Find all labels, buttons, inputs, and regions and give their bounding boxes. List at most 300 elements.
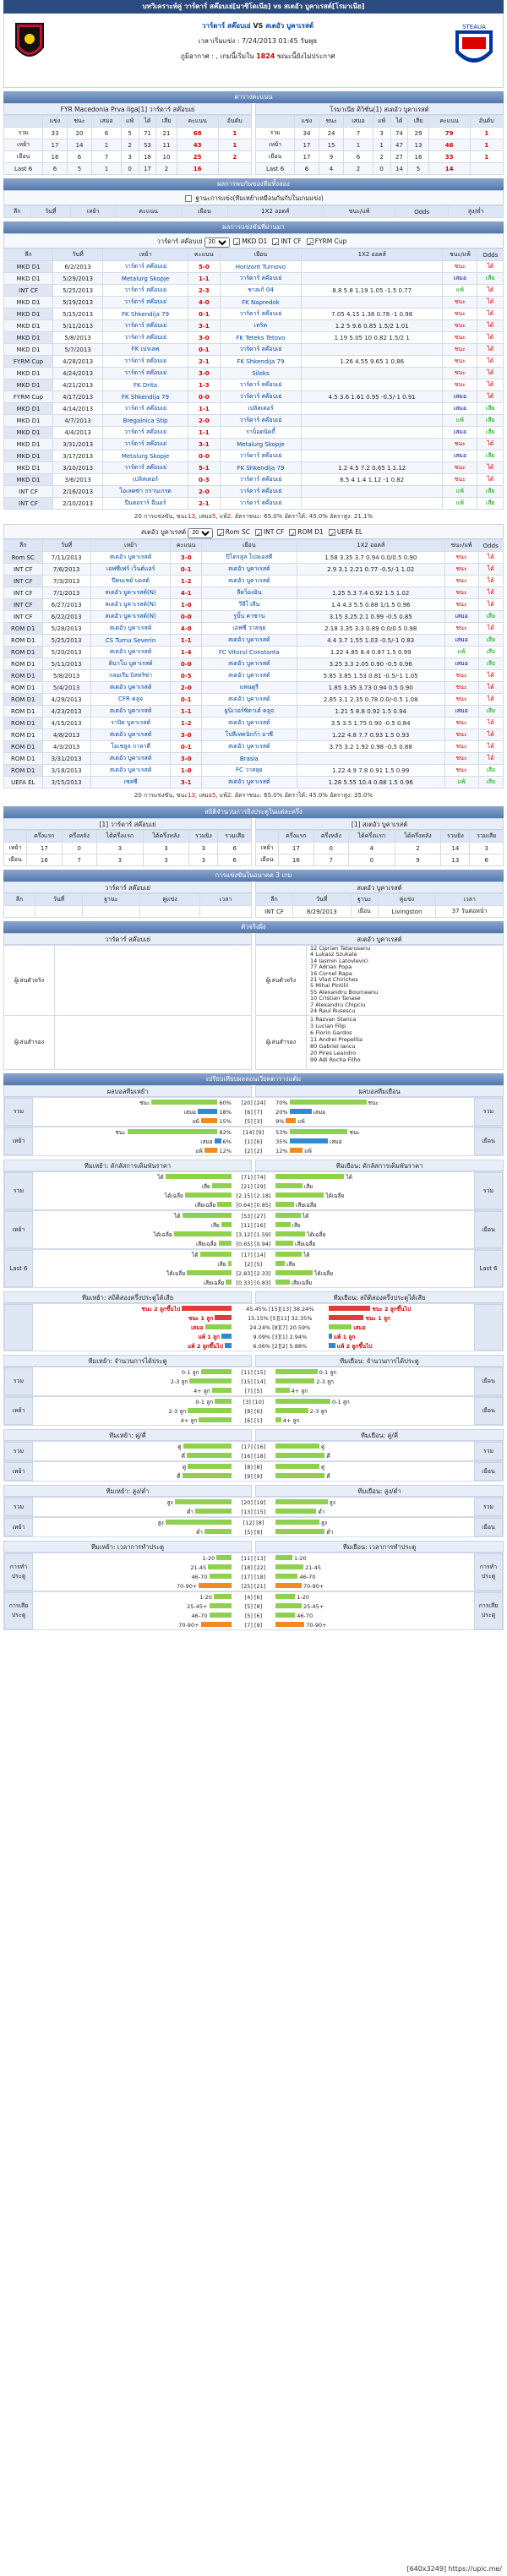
standings-cell: รวม [4, 128, 43, 139]
stat-label: เสียเฉลี่ย [294, 1201, 317, 1209]
home-team-cell[interactable]: FK Shkendija 79 [103, 391, 188, 403]
match-row [4, 729, 504, 741]
sub-player[interactable]: 80 Gabriel Iancu [310, 1043, 356, 1050]
away-team-name[interactable]: สเตอัว บูคาเรสต์ [265, 22, 314, 30]
values [232, 1324, 329, 1331]
score-cell[interactable]: 3-0 [188, 368, 220, 379]
stat-values: [9] [9] [244, 1472, 263, 1480]
home-team-cell[interactable]: วาร์ดาร์ สค๊อบเย่ [103, 403, 188, 415]
checkbox[interactable] [233, 238, 240, 245]
league-cell[interactable]: MKD D1 [4, 462, 53, 474]
bar-rows [33, 1304, 474, 1351]
league-cell[interactable]: ROM D1 [4, 706, 43, 718]
away-team-cell[interactable]: วาร์ดาร์ สค๊อบเย่ [220, 344, 302, 356]
stat-row [33, 1250, 474, 1259]
league-cell[interactable]: MKD D1 [4, 450, 53, 462]
away-filter-rom-d1[interactable] [287, 528, 324, 536]
standings-row [4, 128, 252, 139]
score-cell[interactable]: 1-0 [171, 599, 201, 611]
odds-cell [302, 486, 443, 498]
score-cell[interactable]: 2-0 [188, 486, 220, 498]
goal-stats-cell: 3 [189, 854, 218, 866]
away-filter-int-cf[interactable] [254, 528, 284, 536]
score-cell[interactable]: 1-0 [171, 765, 201, 777]
home-filter-mkd-d1[interactable] [232, 237, 267, 245]
away-team-cell[interactable]: FC วาสลุย [201, 765, 297, 777]
goal-stats-row [256, 843, 504, 854]
home-team-cell[interactable]: FK เปรเลพ [103, 344, 188, 356]
league-cell[interactable]: MKD D1 [4, 439, 53, 450]
home-team-cell[interactable]: สเตอัว บูคาเรสต์ [90, 623, 171, 635]
away-filter-rom-sc[interactable] [215, 528, 250, 536]
starter-player[interactable]: 5 Mihai Pintilii [310, 982, 349, 990]
home-bar [210, 1603, 232, 1608]
league-cell[interactable]: MKD D1 [4, 320, 53, 332]
score-cell[interactable]: 4-0 [171, 623, 201, 635]
league-cell[interactable]: Rom SC [4, 552, 43, 564]
away-team-cell[interactable]: FC Vitorul Constanta [201, 647, 297, 658]
league-cell[interactable]: INT CF [4, 599, 43, 611]
score-cell[interactable]: 3-0 [188, 332, 220, 344]
result-cell: ชนะ [443, 332, 477, 344]
league-cell[interactable]: FYRM Cup [4, 391, 53, 403]
starter-player[interactable]: 21 Vlad Chiriches [310, 976, 358, 984]
result-cell: แพ้ [444, 777, 478, 789]
standings-cell: 15 [319, 139, 344, 151]
stat-row [33, 1259, 474, 1269]
home-team-cell[interactable]: สเตอัว บูคาเรสต์(N) [90, 587, 171, 599]
league-cell[interactable]: ROM D1 [4, 658, 43, 670]
left-bar-area [33, 1368, 232, 1377]
away-team-cell[interactable]: สเตอัว บูคาเรสต์ [201, 576, 297, 587]
away-team-cell[interactable]: เทริค [220, 320, 302, 332]
side-label-left: รวม [4, 1367, 33, 1395]
score-cell[interactable]: 0-3 [188, 474, 220, 486]
away-team-cell[interactable]: FK Shkendija 79 [220, 356, 302, 368]
score-cell[interactable]: 1-1 [188, 427, 220, 439]
league-cell[interactable]: INT CF [4, 611, 43, 623]
score-cell[interactable]: 0-0 [171, 658, 201, 670]
league-cell[interactable]: MKD D1 [4, 273, 53, 285]
score-cell[interactable]: 3-1 [188, 439, 220, 450]
stat-row [33, 1269, 474, 1278]
league-cell[interactable]: INT CF [4, 576, 43, 587]
away-team-cell[interactable]: FK Shkendija 79 [220, 462, 302, 474]
starter-player[interactable]: 16 Cornel Rapa [310, 969, 352, 977]
home-team-cell[interactable]: สเตอัว บูคาเรสต์(N) [90, 611, 171, 623]
home-bar [221, 1222, 232, 1227]
score-cell[interactable]: 0-1 [171, 564, 201, 576]
league-cell[interactable]: MKD D1 [4, 368, 53, 379]
home-team-cell[interactable]: วาร์ดาร์ สค๊อบเย่ [103, 356, 188, 368]
away-team-cell[interactable]: สเตอัว บูคาเรสต์ [201, 670, 297, 682]
away-team-cell[interactable]: สเตอัว บูคาเรสต์ [201, 718, 297, 729]
away-team-cell[interactable]: วาร์ดาร์ สค๊อบเย่ [220, 450, 302, 462]
away-team-cell[interactable]: สเตอัว บูคาเรสต์ [201, 635, 297, 647]
stat-label: เสีย [302, 1182, 313, 1190]
home-team-cell[interactable]: สเตอัว บูคาเรสต์ [90, 682, 171, 694]
date-cell: 3/31/2013 [53, 439, 103, 450]
score-cell[interactable]: 4-1 [171, 587, 201, 599]
league-cell[interactable]: MKD D1 [4, 403, 53, 415]
away-team-cell[interactable]: ปีโตรลูล โปลเอสตี [201, 552, 297, 564]
home-team-cell[interactable]: วาร์ดาร์ สค๊อบเย่ [103, 297, 188, 308]
away-team-cell[interactable]: ลีดว็องอิน [201, 587, 297, 599]
left-bar-area [33, 1305, 232, 1313]
score-cell[interactable]: 3-0 [171, 753, 201, 765]
starter-player[interactable]: 14 Iasmin Latovlevici [310, 957, 368, 964]
away-team-cell[interactable]: เปลิสเตอร์ [220, 403, 302, 415]
home-bar [204, 1529, 232, 1534]
home-team-cell[interactable]: วาร์ดาร์ สค๊อบเย่ [103, 439, 188, 450]
league-cell[interactable]: INT CF [4, 486, 53, 498]
score-cell[interactable]: 3-1 [171, 777, 201, 789]
bar-group [3, 1249, 504, 1288]
away-team-cell[interactable]: Horizont Turnovo [220, 261, 302, 273]
home-team-cell[interactable]: FK Shkendija 79 [103, 308, 188, 320]
home-team-name[interactable]: วาร์ดาร์ สค๊อบเย่ [201, 22, 251, 30]
score-cell[interactable]: 1-1 [188, 273, 220, 285]
home-filter-int-cf[interactable] [270, 237, 301, 245]
league-cell[interactable]: ROM D1 [4, 623, 43, 635]
score-cell[interactable]: 5-0 [188, 261, 220, 273]
home-team-cell[interactable]: วาร์ดาร์ สค๊อบเย่ [103, 462, 188, 474]
away-team-cell[interactable]: สเตอัว บูคาเรสต์ [201, 658, 297, 670]
standings-row [4, 151, 252, 163]
sub-player[interactable]: 6 Florin Gardos [310, 1029, 352, 1036]
standings-cell: 33 [428, 151, 470, 163]
league-cell[interactable]: ROM D1 [4, 729, 43, 741]
away-team-cell[interactable]: วาร์ดาร์ สค๊อบเย่ [220, 474, 302, 486]
left-bar-area [33, 1240, 232, 1248]
starter-player[interactable]: 7 Alexandru Chipciu [310, 1001, 366, 1008]
score-cell[interactable]: 0-1 [188, 344, 220, 356]
date-cell: 3/31/2013 [42, 753, 90, 765]
stat-row [33, 1200, 474, 1209]
away-team-cell[interactable]: วาร์ดาร์ สค๊อบเย่ [220, 415, 302, 427]
values [232, 1213, 275, 1220]
league-cell[interactable]: INT CF [4, 285, 53, 297]
stat-label: 21-45 [303, 1564, 322, 1571]
score-cell[interactable]: 0-1 [171, 741, 201, 753]
sub-player[interactable]: 3 Lucian Filip [310, 1023, 346, 1029]
result-cell: ชนะ [444, 765, 478, 777]
match-row [4, 462, 504, 474]
column-header: วันที่ [293, 894, 352, 906]
standings-cell: Last 6 [4, 163, 43, 175]
away-bar [275, 1499, 328, 1504]
stat-row [33, 1416, 474, 1425]
score-cell[interactable]: 3-0 [171, 552, 201, 564]
score-cell[interactable]: 1-1 [171, 635, 201, 647]
home-team-cell[interactable]: โอเชลูล กาลาตี [90, 741, 171, 753]
checkbox[interactable] [255, 529, 262, 536]
standings-cell: 2 [218, 151, 251, 163]
starter-player[interactable]: 55 Alexandru Bourceanu [310, 988, 379, 996]
date-cell: 5/8/2013 [42, 670, 90, 682]
score-cell[interactable]: 1-4 [171, 647, 201, 658]
league-cell[interactable]: ROM D1 [4, 694, 43, 706]
home-team-cell[interactable]: Metalurg Skopje [103, 273, 188, 285]
stat-label: ชนะ 1 ลูก [188, 1314, 215, 1322]
side-label-left: รวม [4, 1098, 33, 1126]
score-cell[interactable]: 1-2 [171, 576, 201, 587]
handicap-cell: เสีย [477, 273, 504, 285]
score-cell[interactable]: 1-1 [171, 706, 201, 718]
away-team-cell[interactable]: รูบิ้น คาซาน [201, 611, 297, 623]
stat-row [33, 1442, 474, 1451]
home-team-cell[interactable]: สเตอัว บูคาเรสต์ [90, 765, 171, 777]
home-recent-count-select[interactable] [204, 237, 230, 248]
score-cell[interactable]: 1-3 [188, 379, 220, 391]
home-team-cell[interactable]: Bregalnica Stip [103, 415, 188, 427]
left-bar-area [33, 1251, 232, 1259]
away-team-cell[interactable]: สเตอัว บูคาเรสต์ [201, 741, 297, 753]
away-team-cell[interactable]: วีลีโวลีน [201, 599, 297, 611]
home-team-cell[interactable]: วาร์ดาร์ สค๊อบเย่ [103, 285, 188, 297]
home-team-cell[interactable]: วาร์ดาร์ สค๊อบเย่ [103, 427, 188, 439]
checkbox[interactable] [289, 529, 296, 536]
league-cell[interactable]: ROM D1 [4, 718, 43, 729]
sub-player[interactable]: 11 Andrei Prepelita [310, 1036, 363, 1043]
left-bar-area [33, 1182, 232, 1191]
home-team-cell[interactable]: เอฟซีเฟร์ เว็นต์แอร์ [90, 564, 171, 576]
league-cell[interactable]: MKD D1 [4, 427, 53, 439]
home-team-cell[interactable]: สเตอัว บูคาเรสต์ [90, 753, 171, 765]
values [232, 1473, 275, 1480]
home-team-cell[interactable]: วาร์ดาร์ สค๊อบเย่ [103, 332, 188, 344]
home-filter-fyrm-cup[interactable] [305, 237, 347, 245]
league-cell[interactable]: MKD D1 [4, 415, 53, 427]
future-title: การแข่งขันในอนาคต 3 เกม [3, 870, 504, 881]
score-cell[interactable]: 0-0 [188, 391, 220, 403]
league-cell[interactable]: MKD D1 [4, 332, 53, 344]
away-team-cell[interactable]: ยูนิเวอร์ซิตาเต้ คลูจ [201, 706, 297, 718]
league-cell[interactable]: INT CF [4, 498, 53, 510]
away-team-cell[interactable]: โปลีเทคนิกก้า อาซี [201, 729, 297, 741]
league-cell[interactable]: INT CF [4, 587, 43, 599]
values [232, 1555, 275, 1562]
odds-cell [302, 415, 443, 427]
home-bar [204, 1148, 218, 1153]
home-team-cell[interactable]: ปีนฮอราร์ ฉีนอร์ [103, 498, 188, 510]
away-pct: 20% [275, 1108, 290, 1116]
side-label-right: การทำประตู [474, 1553, 503, 1591]
filter-label: INT CF [263, 528, 285, 536]
starter-player[interactable]: 10 Cristian Tanase [310, 995, 361, 1002]
score-cell[interactable]: 0-1 [171, 694, 201, 706]
date-cell: 4/23/2013 [42, 706, 90, 718]
standings-cell: 46 [428, 139, 470, 151]
league-cell[interactable]: MKD D1 [4, 474, 53, 486]
score-cell[interactable]: 4-0 [188, 297, 220, 308]
away-league-title: โรมาเนีย ดิวิชั่น(1) สเตอัว บูคาเรสต์ [255, 103, 504, 115]
future-row [256, 906, 504, 918]
away-filter-uefa-el[interactable] [327, 528, 363, 536]
odds-cell: 1.22 4.85 8.4 0.87 1.5 0.99 [297, 647, 444, 658]
values [232, 1574, 275, 1580]
league-cell[interactable]: INT CF [4, 564, 43, 576]
home-team-cell[interactable]: สเตอัว บูคาเรสต์ [90, 706, 171, 718]
comparison-row [33, 1137, 474, 1146]
away-team-cell[interactable]: สเตอัว บูคาเรสต์ [201, 777, 297, 789]
league-cell[interactable]: ROM D1 [4, 682, 43, 694]
home-recent-table [3, 248, 504, 510]
away-team-cell[interactable]: FK Napredok [220, 297, 302, 308]
league-cell[interactable]: MKD D1 [4, 297, 53, 308]
column-header [4, 831, 27, 843]
checkbox[interactable] [217, 529, 224, 536]
home-team-cell[interactable]: สเตอัว บูคาเรสต์ [90, 729, 171, 741]
league-cell[interactable]: MKD D1 [4, 261, 53, 273]
away-team-cell[interactable]: แพนดูรี [201, 682, 297, 694]
score-cell[interactable]: 2-1 [188, 498, 220, 510]
league-cell[interactable]: ROM D1 [4, 753, 43, 765]
odds-cell: 1.25 5.3 7.4 0.92 1.5 1.02 [297, 587, 444, 599]
away-team-cell[interactable]: FK Teteks Tetovo [220, 332, 302, 344]
column-header: ชนะ [319, 116, 344, 128]
home-team-cell[interactable]: FK Drita [103, 379, 188, 391]
stat-row [33, 1172, 474, 1182]
home-pct: 18% [217, 1108, 232, 1116]
score-cell[interactable]: 2-1 [188, 356, 220, 368]
score-cell[interactable]: 5-1 [188, 462, 220, 474]
home-bar [201, 1118, 218, 1123]
home-team-cell[interactable]: ปีตนเชย์ บอสต์ [90, 576, 171, 587]
checkbox[interactable] [329, 529, 335, 536]
bar-rows [33, 1442, 474, 1460]
league-cell[interactable]: MKD D1 [4, 308, 53, 320]
home-team-cell[interactable]: วาร์ดาร์ สค๊อบเย่ [103, 320, 188, 332]
date-cell: 3/18/2013 [42, 765, 90, 777]
right-bar-area [275, 1117, 474, 1126]
score-cell[interactable]: 0-0 [188, 450, 220, 462]
away-team-cell[interactable]: สเตอัว บูคาเรสต์ [201, 694, 297, 706]
goal-stats-cell: 0 [348, 854, 395, 866]
home-bar [212, 1388, 232, 1393]
odds-cell: 5.85 3.85 1.53 0.81 -0.5/-1 1.05 [297, 670, 444, 682]
home-team-cell[interactable]: กลอเรีย บิสทริซ่า [90, 670, 171, 682]
league-cell[interactable]: ROM D1 [4, 765, 43, 777]
home-team-cell[interactable]: สเตอัว บูคาเรสต์ [90, 647, 171, 658]
score-cell[interactable]: 2-0 [171, 682, 201, 694]
home-bar [188, 1408, 232, 1413]
away-team-cell[interactable]: วาร์ดาร์ สค๊อบเย่ [220, 308, 302, 320]
away-team-cell[interactable]: วาร์ดาร์ สค๊อบเย่ [220, 486, 302, 498]
away-recent-count-select[interactable] [188, 528, 213, 538]
starter-player[interactable]: 77 Adrian Popa [310, 963, 352, 971]
stat-label: เสมอ [352, 1323, 366, 1331]
checkbox[interactable] [307, 238, 313, 245]
home-team-cell[interactable]: สเตอัว บูคาเรสต์(N) [90, 599, 171, 611]
home-team-cell[interactable]: สเตอัว บูคาเรสต์ [90, 552, 171, 564]
date-cell: 4/28/2013 [53, 356, 103, 368]
home-bar [226, 1280, 232, 1285]
away-bar [329, 1315, 364, 1320]
league-cell[interactable]: ROM D1 [4, 670, 43, 682]
score-cell[interactable]: 0-0 [171, 611, 201, 623]
standings-cell: Last 6 [256, 163, 295, 175]
sub-player[interactable]: 99 Adi Rocha Filho [310, 1056, 361, 1063]
home-team-cell[interactable]: ราปิด บูคาเรสต์ [90, 718, 171, 729]
starter-player[interactable]: 4 Lukasz Szukala [310, 951, 357, 958]
handicap-cell: ได้ [477, 344, 504, 356]
away-team-cell[interactable]: Sileks [220, 368, 302, 379]
home-team-cell[interactable]: ดินาโม บูคาเรสต์ [90, 658, 171, 670]
away-team-cell[interactable]: ชาลเก้ 04 [220, 285, 302, 297]
away-team-cell[interactable]: Metalurg Skopje [220, 439, 302, 450]
score-cell[interactable]: 0-5 [171, 670, 201, 682]
home-bar [210, 1613, 232, 1618]
home-team-cell[interactable]: เชลซี [90, 777, 171, 789]
left-bar-area [33, 1519, 232, 1527]
away-team-cell[interactable]: Brasia [201, 753, 297, 765]
result-cell: ชนะ [443, 261, 477, 273]
starter-player[interactable]: 12 Ciprian Tatarusanu [310, 945, 371, 952]
h2h-same-venue-checkbox[interactable] [185, 195, 192, 202]
away-team-cell[interactable]: สเตอัว บูคาเรสต์ [201, 564, 297, 576]
left-bar-area [33, 1147, 232, 1155]
away-team-cell[interactable]: เอฟซี วาสลุย [201, 623, 297, 635]
league-cell[interactable]: ROM D1 [4, 647, 43, 658]
score-cell[interactable]: 1-2 [171, 718, 201, 729]
checkbox[interactable] [272, 238, 279, 245]
away-team-cell[interactable]: วาร์ดาร์ สค๊อบเย่ [220, 498, 302, 510]
stat-label: เสมอ [200, 1138, 215, 1145]
league-cell[interactable]: ROM D1 [4, 635, 43, 647]
goal-stats-cell: 14 [441, 843, 470, 854]
result-cell: ชนะ [443, 344, 477, 356]
score-cell[interactable]: 0-1 [188, 308, 220, 320]
away-team-cell[interactable]: วาร์ดาร์ สค๊อบเย่ [220, 273, 302, 285]
score-cell[interactable]: 3-0 [171, 729, 201, 741]
starter-player[interactable]: 24 Raul Rusescu [310, 1007, 356, 1015]
away-bar [275, 1622, 304, 1627]
column-header: ลีก [4, 894, 35, 906]
league-cell[interactable]: MKD D1 [4, 379, 53, 391]
sub-player[interactable]: 1 Razvan Stanca [310, 1016, 357, 1023]
home-team-cell[interactable]: CFR คลูจ [90, 694, 171, 706]
home-team-cell[interactable]: เปลิสเตอร์ [103, 474, 188, 486]
league-cell[interactable]: UEFA EL [4, 777, 43, 789]
away-team-cell[interactable]: วาร์ดาร์ สค๊อบเย่ [220, 391, 302, 403]
home-team-cell[interactable]: วาร์ดาร์ สค๊อบเย่ [103, 261, 188, 273]
home-team-cell[interactable]: โอเลคซ่า กรานเกรด [103, 486, 188, 498]
stat-values: [3] [10] [243, 1398, 264, 1405]
side-label-left: เหย้า [4, 1397, 33, 1425]
score-cell[interactable]: 2-0 [188, 415, 220, 427]
score-cell[interactable]: 1-1 [188, 403, 220, 415]
away-team-cell[interactable]: วาร์ดาร์ สค๊อบเย่ [220, 379, 302, 391]
league-cell[interactable]: FYRM Cup [4, 356, 53, 368]
column-header: เยือน [182, 206, 228, 218]
right-bar-area [275, 1498, 474, 1507]
result-cell: ชนะ [443, 297, 477, 308]
standings-header [4, 116, 252, 128]
score-cell[interactable]: 3-1 [188, 320, 220, 332]
away-bar [275, 1417, 281, 1422]
sub-player[interactable]: 20 Pires Leandro [310, 1050, 357, 1056]
column-header: ได้ [139, 116, 156, 128]
date-cell: 3/6/2013 [53, 474, 103, 486]
league-cell[interactable]: MKD D1 [4, 344, 53, 356]
score-cell[interactable]: 2-3 [188, 285, 220, 297]
home-team-cell[interactable]: วาร์ดาร์ สค๊อบเย่ [103, 368, 188, 379]
home-team-cell[interactable]: Metalurg Skopje [103, 450, 188, 462]
home-team-cell[interactable]: CS Turnu Severin [90, 635, 171, 647]
league-cell[interactable]: ROM D1 [4, 741, 43, 753]
away-team-cell[interactable]: ราบ็อตนิคกี้ [220, 427, 302, 439]
